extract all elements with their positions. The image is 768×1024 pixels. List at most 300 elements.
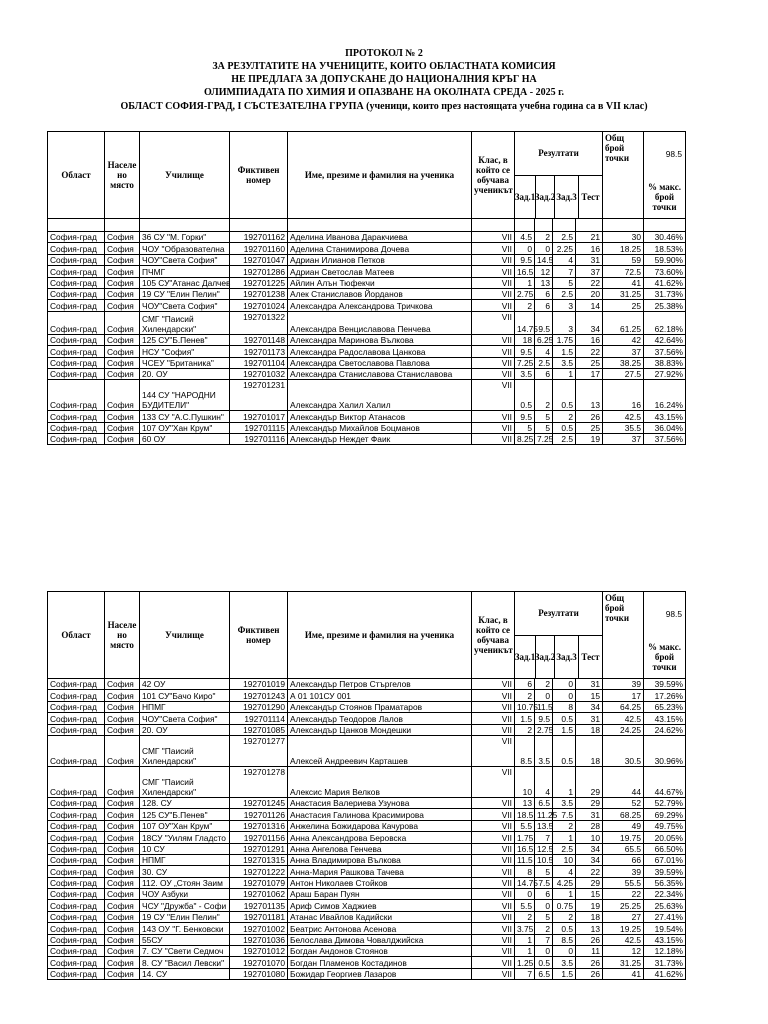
cell-z3: 0 xyxy=(553,679,576,690)
cell-total: 18.25 xyxy=(603,243,644,254)
table-row xyxy=(48,277,686,288)
table-row xyxy=(48,232,686,243)
cell-school: 107 ОУ"Хан Крум" xyxy=(140,820,230,831)
cell-number: 192701002 xyxy=(230,923,288,934)
cell-z1: 3.75 xyxy=(515,923,535,934)
cell-klas: VII xyxy=(472,380,515,411)
cell-number: 192701024 xyxy=(230,300,288,311)
cell-name: Александра Халил Халил xyxy=(288,380,472,411)
cell-town: София xyxy=(105,735,140,766)
cell-pct: 30.96% xyxy=(644,735,686,766)
table-row xyxy=(48,334,686,345)
cell-number: 192701243 xyxy=(230,690,288,701)
cell-name: Александра Светославова Павлова xyxy=(288,357,472,368)
cell-klas: VII xyxy=(472,923,515,934)
col-ime: Име, презиме и фамилия на ученика xyxy=(288,592,472,679)
cell-pct: 43.15% xyxy=(644,713,686,724)
table-row xyxy=(48,877,686,888)
cell-number: 192701114 xyxy=(230,713,288,724)
cell-z3: 8 xyxy=(553,701,576,712)
cell-town: София xyxy=(105,900,140,911)
table-row xyxy=(48,735,686,766)
cell-pct: 66.50% xyxy=(644,843,686,854)
table-row xyxy=(48,866,686,877)
cell-klas: VII xyxy=(472,701,515,712)
cell-oblast: София-град xyxy=(48,288,105,299)
cell-z2: 13.5 xyxy=(535,820,553,831)
cell-pct: 17.26% xyxy=(644,690,686,701)
cell-school: 125 СУ"Б.Пенев" xyxy=(140,334,230,345)
cell-oblast: София-град xyxy=(48,380,105,411)
cell-town: София xyxy=(105,288,140,299)
cell-number: 192701148 xyxy=(230,334,288,345)
cell-total: 64.25 xyxy=(603,701,644,712)
cell-pct: 31.73% xyxy=(644,957,686,968)
cell-test: 20 xyxy=(576,288,603,299)
cell-test: 15 xyxy=(576,690,603,701)
cell-test: 29 xyxy=(576,877,603,888)
table-row xyxy=(48,266,686,277)
cell-total: 72.5 xyxy=(603,266,644,277)
cell-total: 39 xyxy=(603,866,644,877)
cell-test: 31 xyxy=(576,809,603,820)
cell-z2: 10.5 xyxy=(535,854,553,865)
cell-oblast: София-град xyxy=(48,957,105,968)
col-uchilishte: Училище xyxy=(140,132,230,219)
cell-total: 44 xyxy=(603,766,644,797)
cell-name: Алек Станиславов Йорданов xyxy=(288,288,472,299)
cell-town: София xyxy=(105,300,140,311)
table-row xyxy=(48,254,686,265)
cell-test: 14 xyxy=(576,300,603,311)
cell-test: 31 xyxy=(576,679,603,690)
cell-pct: 22.34% xyxy=(644,889,686,900)
cell-school: ЧОУ "Образователна xyxy=(140,243,230,254)
cell-z2: 12 xyxy=(535,266,553,277)
cell-oblast: София-град xyxy=(48,843,105,854)
cell-name: А 01 101СУ 001 xyxy=(288,690,472,701)
cell-z1: 10 xyxy=(515,766,535,797)
cell-oblast: София-град xyxy=(48,911,105,922)
col-klas: Клас, в който се обучава ученикът xyxy=(472,132,515,219)
table-row xyxy=(48,713,686,724)
cell-z2: 11.25 xyxy=(535,809,553,820)
cell-pct: 18.53% xyxy=(644,243,686,254)
cell-klas: VII xyxy=(472,690,515,701)
col-naseleno: Населе но място xyxy=(105,132,140,219)
cell-town: София xyxy=(105,866,140,877)
cell-klas: VII xyxy=(472,843,515,854)
cell-name: Александър Петров Стъргелов xyxy=(288,679,472,690)
cell-klas: VII xyxy=(472,368,515,379)
cell-town: София xyxy=(105,690,140,701)
cell-number: 192701032 xyxy=(230,368,288,379)
table-row xyxy=(48,968,686,979)
cell-town: София xyxy=(105,422,140,433)
cell-oblast: София-град xyxy=(48,357,105,368)
cell-z2: 9.5 xyxy=(535,713,553,724)
cell-school: 42 ОУ xyxy=(140,679,230,690)
cell-school: 60 ОУ xyxy=(140,434,230,445)
cell-z2: 6.5 xyxy=(535,968,553,979)
cell-test: 26 xyxy=(576,934,603,945)
cell-test: 15 xyxy=(576,889,603,900)
cell-number: 192701019 xyxy=(230,679,288,690)
cell-z3: 8.5 xyxy=(553,934,576,945)
results-table-1 xyxy=(47,131,686,445)
cell-name: Айлин Алън Тюфекчи xyxy=(288,277,472,288)
cell-pct: 25.63% xyxy=(644,900,686,911)
cell-z2: 7.5 xyxy=(535,877,553,888)
col-oblast: Област xyxy=(48,132,105,219)
cell-z3: 0 xyxy=(553,946,576,957)
cell-test: 19 xyxy=(576,900,603,911)
cell-test: 34 xyxy=(576,854,603,865)
cell-klas: VII xyxy=(472,946,515,957)
cell-z2: 2 xyxy=(535,679,553,690)
table-row xyxy=(48,368,686,379)
col-oblast: Област xyxy=(48,592,105,679)
cell-pct: 49.75% xyxy=(644,820,686,831)
cell-test: 31 xyxy=(576,713,603,724)
cell-school: НПМГ xyxy=(140,854,230,865)
cell-number: 192701062 xyxy=(230,889,288,900)
cell-z1: 2 xyxy=(515,300,535,311)
cell-school: 8. СУ "Васил Левски" xyxy=(140,957,230,968)
cell-klas: VII xyxy=(472,900,515,911)
table-row xyxy=(48,357,686,368)
col-uchilishte: Училище xyxy=(140,592,230,679)
cell-oblast: София-град xyxy=(48,243,105,254)
cell-total: 25 xyxy=(603,300,644,311)
cell-z1: 0 xyxy=(515,889,535,900)
cell-number: 192701070 xyxy=(230,957,288,968)
cell-test: 26 xyxy=(576,968,603,979)
col-klas: Клас, в който се обучава ученикът xyxy=(472,592,515,679)
cell-number: 192701316 xyxy=(230,820,288,831)
cell-pct: 24.62% xyxy=(644,724,686,735)
cell-klas: VII xyxy=(472,889,515,900)
cell-z1: 11.5 xyxy=(515,854,535,865)
cell-school: ПЧМГ xyxy=(140,266,230,277)
cell-name: Алексей Андреевич Карташев xyxy=(288,735,472,766)
cell-oblast: София-град xyxy=(48,368,105,379)
cell-school: 20. ОУ xyxy=(140,724,230,735)
cell-total: 30 xyxy=(603,232,644,243)
cell-z3: 1 xyxy=(553,889,576,900)
cell-oblast: София-град xyxy=(48,334,105,345)
cell-number: 192701080 xyxy=(230,968,288,979)
table-row xyxy=(48,311,686,334)
cell-z3: 2 xyxy=(553,820,576,831)
cell-test: 29 xyxy=(576,766,603,797)
cell-z1: 10.75 xyxy=(515,701,535,712)
cell-z3: 0 xyxy=(553,690,576,701)
cell-z3: 0.75 xyxy=(553,900,576,911)
col-zad3: Зад.3 xyxy=(555,176,579,218)
cell-z1: 2 xyxy=(515,724,535,735)
cell-oblast: София-град xyxy=(48,266,105,277)
cell-school: 36 СУ "М. Горки" xyxy=(140,232,230,243)
cell-number: 192701181 xyxy=(230,911,288,922)
cell-test: 26 xyxy=(576,957,603,968)
cell-pct: 52.79% xyxy=(644,797,686,808)
cell-z1: 13 xyxy=(515,797,535,808)
cell-total: 42.5 xyxy=(603,713,644,724)
cell-pct: 25.38% xyxy=(644,300,686,311)
cell-oblast: София-град xyxy=(48,832,105,843)
table-row xyxy=(48,766,686,797)
cell-klas: VII xyxy=(472,232,515,243)
cell-z1: 9.5 xyxy=(515,411,535,422)
cell-school: СМГ "Паисий Хилендарски" xyxy=(140,766,230,797)
cell-klas: VII xyxy=(472,911,515,922)
max-points: 98.5 xyxy=(665,149,682,159)
cell-z2: 6 xyxy=(535,300,553,311)
cell-number: 192701156 xyxy=(230,832,288,843)
col-rezultati xyxy=(515,592,603,679)
cell-school: 55СУ xyxy=(140,934,230,945)
cell-name: Белослава Димова Човалджийска xyxy=(288,934,472,945)
cell-total: 41 xyxy=(603,968,644,979)
cell-oblast: София-град xyxy=(48,809,105,820)
cell-test: 34 xyxy=(576,843,603,854)
cell-z3: 3.5 xyxy=(553,797,576,808)
cell-number: 192701291 xyxy=(230,843,288,854)
cell-klas: VII xyxy=(472,820,515,831)
cell-klas: VII xyxy=(472,243,515,254)
cell-z2: 6.25 xyxy=(535,334,553,345)
cell-town: София xyxy=(105,266,140,277)
table-row xyxy=(48,809,686,820)
cell-test: 18 xyxy=(576,724,603,735)
cell-name: Адриан Илианов Петков xyxy=(288,254,472,265)
cell-klas: VII xyxy=(472,334,515,345)
cell-total: 35.5 xyxy=(603,422,644,433)
cell-town: София xyxy=(105,946,140,957)
cell-z3: 0.5 xyxy=(553,923,576,934)
cell-klas: VII xyxy=(472,957,515,968)
cell-school: 133 СУ "А.С.Пушкин" xyxy=(140,411,230,422)
cell-z2: 14.5 xyxy=(535,254,553,265)
title-line-3: НЕ ПРЕДЛАГА ЗА ДОПУСКАНЕ ДО НАЦИОНАЛНИЯ КРЪГ НА xyxy=(231,74,537,85)
cell-school: ЧОУ"Света София" xyxy=(140,300,230,311)
cell-town: София xyxy=(105,724,140,735)
table-row xyxy=(48,243,686,254)
cell-test: 22 xyxy=(576,346,603,357)
cell-z1: 3.5 xyxy=(515,368,535,379)
cell-z3: 2.5 xyxy=(553,288,576,299)
cell-z3: 1.5 xyxy=(553,724,576,735)
title-line-2: ЗА РЕЗУЛТАТИТЕ НА УЧЕНИЦИТЕ, КОИТО ОБЛАСТНАТА КОМИСИЯ xyxy=(212,61,556,72)
cell-z3: 4 xyxy=(553,254,576,265)
col-pct xyxy=(644,132,686,219)
cell-z1: 0.5 xyxy=(515,380,535,411)
cell-name: Анастасия Галинова Красимирова xyxy=(288,809,472,820)
cell-test: 19 xyxy=(576,434,603,445)
cell-town: София xyxy=(105,820,140,831)
cell-school: СМГ "Паисий Хилендарски" xyxy=(140,735,230,766)
cell-pct: 69.29% xyxy=(644,809,686,820)
cell-school: ЧОУ Азбуки xyxy=(140,889,230,900)
cell-z2: 2 xyxy=(535,923,553,934)
cell-school: 112. ОУ „Стоян Заим xyxy=(140,877,230,888)
cell-name: Алексис Мария Велков xyxy=(288,766,472,797)
cell-z1: 18 xyxy=(515,334,535,345)
cell-pct: 43.15% xyxy=(644,934,686,945)
cell-number: 192701104 xyxy=(230,357,288,368)
table-row xyxy=(48,797,686,808)
cell-z2: 3.5 xyxy=(535,735,553,766)
cell-name: Ариф Симов Хаджиев xyxy=(288,900,472,911)
col-zad1: Зад.1 xyxy=(515,176,536,218)
cell-oblast: София-град xyxy=(48,254,105,265)
cell-pct: 27.41% xyxy=(644,911,686,922)
cell-z3: 1 xyxy=(553,832,576,843)
cell-number: 192701278 xyxy=(230,766,288,797)
cell-total: 25.25 xyxy=(603,900,644,911)
cell-number: 192701162 xyxy=(230,232,288,243)
cell-town: София xyxy=(105,957,140,968)
cell-klas: VII xyxy=(472,866,515,877)
cell-town: София xyxy=(105,877,140,888)
cell-number: 192701079 xyxy=(230,877,288,888)
cell-klas: VII xyxy=(472,832,515,843)
cell-name: Беатрис Антонова Асенова xyxy=(288,923,472,934)
cell-z2: 0.5 xyxy=(535,957,553,968)
title-line-5: ОБЛАСТ СОФИЯ-ГРАД, I СЪСТЕЗАТЕЛНА ГРУПА (ученици, които през настоящата учебна година са в VII клас) xyxy=(120,101,648,112)
cell-total: 22 xyxy=(603,889,644,900)
cell-school: ЧОУ"Света София" xyxy=(140,713,230,724)
cell-z2: 11.5 xyxy=(535,701,553,712)
table-row xyxy=(48,434,686,445)
cell-town: София xyxy=(105,434,140,445)
cell-oblast: София-град xyxy=(48,889,105,900)
cell-klas: VII xyxy=(472,735,515,766)
cell-total: 61.25 xyxy=(603,311,644,334)
cell-name: Аделина Иванова Даракчиева xyxy=(288,232,472,243)
cell-name: Анастасия Валериева Узунова xyxy=(288,797,472,808)
cell-z3: 2.5 xyxy=(553,843,576,854)
cell-number: 192701135 xyxy=(230,900,288,911)
cell-town: София xyxy=(105,243,140,254)
cell-town: София xyxy=(105,411,140,422)
cell-z3: 5 xyxy=(553,277,576,288)
cell-z2: 5 xyxy=(535,866,553,877)
cell-town: София xyxy=(105,701,140,712)
cell-z2: 0 xyxy=(535,690,553,701)
cell-total: 42.5 xyxy=(603,411,644,422)
cell-name: Александра Венциславова Пенчева xyxy=(288,311,472,334)
cell-z1: 14.75 xyxy=(515,311,535,334)
cell-test: 26 xyxy=(576,411,603,422)
cell-town: София xyxy=(105,346,140,357)
cell-number: 192701116 xyxy=(230,434,288,445)
cell-number: 192701173 xyxy=(230,346,288,357)
cell-z1: 7.25 xyxy=(515,357,535,368)
cell-pct: 73.60% xyxy=(644,266,686,277)
cell-klas: VII xyxy=(472,411,515,422)
cell-number: 192701115 xyxy=(230,422,288,433)
cell-klas: VII xyxy=(472,254,515,265)
cell-z3: 1.5 xyxy=(553,968,576,979)
col-test: Тест xyxy=(581,192,600,202)
col-obsht: Общ брой точки xyxy=(603,592,644,679)
cell-oblast: София-град xyxy=(48,713,105,724)
cell-z2: 13 xyxy=(535,277,553,288)
cell-name: Александър Виктор Атанасов xyxy=(288,411,472,422)
table-row xyxy=(48,820,686,831)
cell-total: 42.5 xyxy=(603,934,644,945)
cell-school: ЧСУ "Дружба" - Софи xyxy=(140,900,230,911)
cell-pct: 44.67% xyxy=(644,766,686,797)
table-row xyxy=(48,889,686,900)
cell-test: 13 xyxy=(576,923,603,934)
cell-z3: 3 xyxy=(553,311,576,334)
cell-school: 105 СУ"Атанас Далчев xyxy=(140,277,230,288)
col-fiktiven: Фиктивен номер xyxy=(230,592,288,679)
cell-town: София xyxy=(105,854,140,865)
cell-z3: 2.25 xyxy=(553,243,576,254)
cell-z2: 7.25 xyxy=(535,434,553,445)
cell-school: 30. СУ xyxy=(140,866,230,877)
cell-name: Анна Владимирова Вълкова xyxy=(288,854,472,865)
cell-number: 192701322 xyxy=(230,311,288,334)
cell-klas: VII xyxy=(472,434,515,445)
cell-z3: 2 xyxy=(553,911,576,922)
table-row xyxy=(48,900,686,911)
table-row xyxy=(48,690,686,701)
cell-school: НСУ "София" xyxy=(140,346,230,357)
cell-pct: 65.23% xyxy=(644,701,686,712)
cell-town: София xyxy=(105,889,140,900)
cell-school: 101 СУ"Бачо Киро" xyxy=(140,690,230,701)
cell-school: 125 СУ"Б.Пенев" xyxy=(140,809,230,820)
cell-klas: VII xyxy=(472,277,515,288)
cell-town: София xyxy=(105,311,140,334)
cell-number: 192701012 xyxy=(230,946,288,957)
cell-klas: VII xyxy=(472,679,515,690)
cell-total: 27.5 xyxy=(603,368,644,379)
cell-klas: VII xyxy=(472,422,515,433)
table-row xyxy=(48,724,686,735)
cell-klas: VII xyxy=(472,766,515,797)
cell-z3: 1 xyxy=(553,368,576,379)
cell-pct: 31.73% xyxy=(644,288,686,299)
cell-name: Анжелина Божидарова Качурова xyxy=(288,820,472,831)
cell-town: София xyxy=(105,368,140,379)
cell-klas: VII xyxy=(472,288,515,299)
cell-total: 38.25 xyxy=(603,357,644,368)
table-row xyxy=(48,679,686,690)
cell-test: 18 xyxy=(576,911,603,922)
cell-test: 28 xyxy=(576,820,603,831)
cell-z1: 1.75 xyxy=(515,832,535,843)
cell-total: 31.25 xyxy=(603,957,644,968)
cell-klas: VII xyxy=(472,724,515,735)
cell-oblast: София-град xyxy=(48,690,105,701)
cell-number: 192701231 xyxy=(230,380,288,411)
cell-town: София xyxy=(105,766,140,797)
table-row xyxy=(48,923,686,934)
cell-z3: 3.5 xyxy=(553,357,576,368)
cell-pct: 19.54% xyxy=(644,923,686,934)
cell-test: 13 xyxy=(576,380,603,411)
cell-klas: VII xyxy=(472,300,515,311)
cell-school: ЧОУ"Света София" xyxy=(140,254,230,265)
col-rezultati xyxy=(515,132,603,219)
cell-school: 18СУ "Уилям Гладсто xyxy=(140,832,230,843)
